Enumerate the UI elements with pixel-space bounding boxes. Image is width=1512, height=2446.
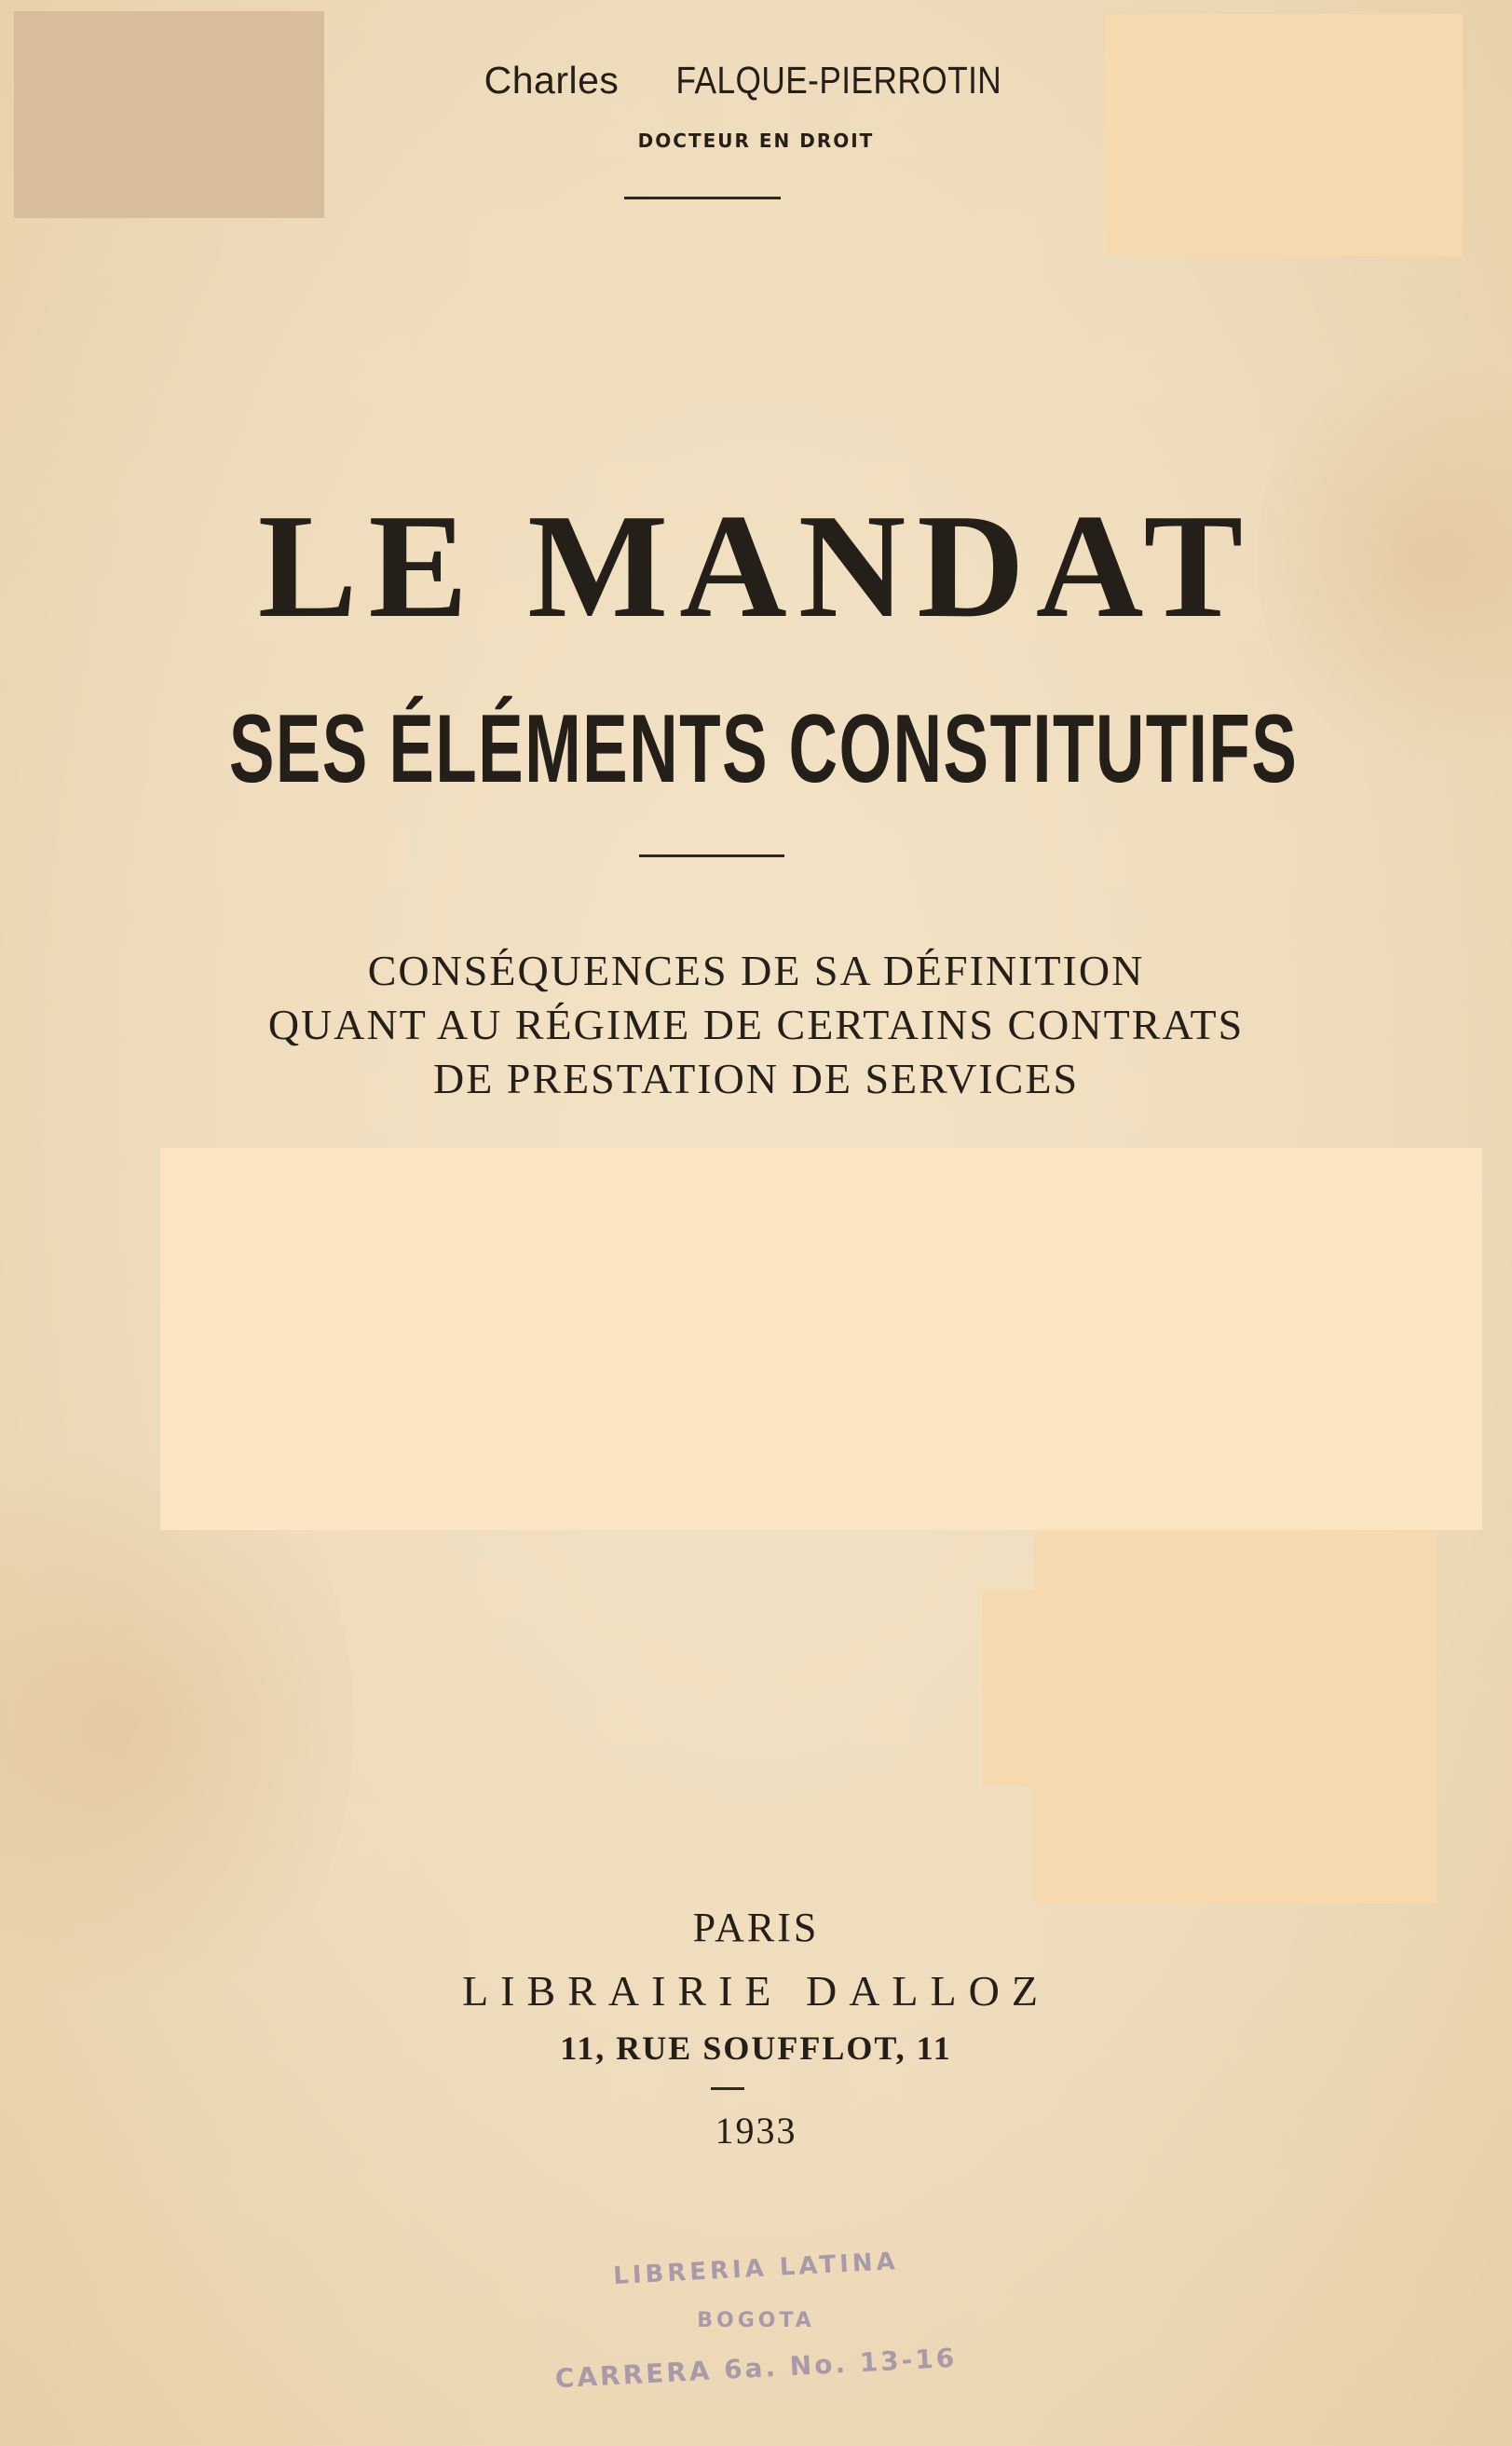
bookseller-stamp-line-1: LIBRERIA LATINA [612,2247,900,2291]
description-line-1: CONSÉQUENCES DE SA DÉFINITION [367,947,1145,994]
author-last-name: FALQUE-PIERROTIN [675,59,1001,102]
publisher-city: PARIS [692,1905,820,1950]
description-line-3: DE PRESTATION DE SERVICES [432,1055,1080,1102]
description-line-2: QUANT AU RÉGIME DE CERTAINS CONTRATS [267,1001,1245,1048]
header-divider [624,197,781,199]
page-subtitle-text: SES ÉLÉMENTS CONSTITUTIFS [228,695,1299,803]
author-name [0,58,1512,102]
page-subtitle [0,694,1512,805]
publisher-address: 11, RUE SOUFFLOT, 11 [560,2029,952,2067]
imprint-divider [711,2087,744,2090]
bookseller-stamp-line-2: BOGOTA [697,2309,815,2332]
bookseller-stamp-line-3: CARRERA 6a. No. 13-16 [554,2342,958,2395]
redaction-lower-right [1034,1531,1437,1904]
author-degree: DOCTEUR EN DROIT [637,130,875,152]
publication-year: 1933 [715,2110,797,2152]
redaction-top-left [14,11,324,218]
title-divider [639,854,784,857]
author-first-name: Charles [484,59,620,102]
page-title: LE MANDAT [257,483,1255,649]
publisher-name: LIBRAIRIE DALLOZ [462,1967,1050,2015]
redaction-middle [160,1148,1482,1530]
redaction-lower-right-tab [982,1591,1038,1786]
